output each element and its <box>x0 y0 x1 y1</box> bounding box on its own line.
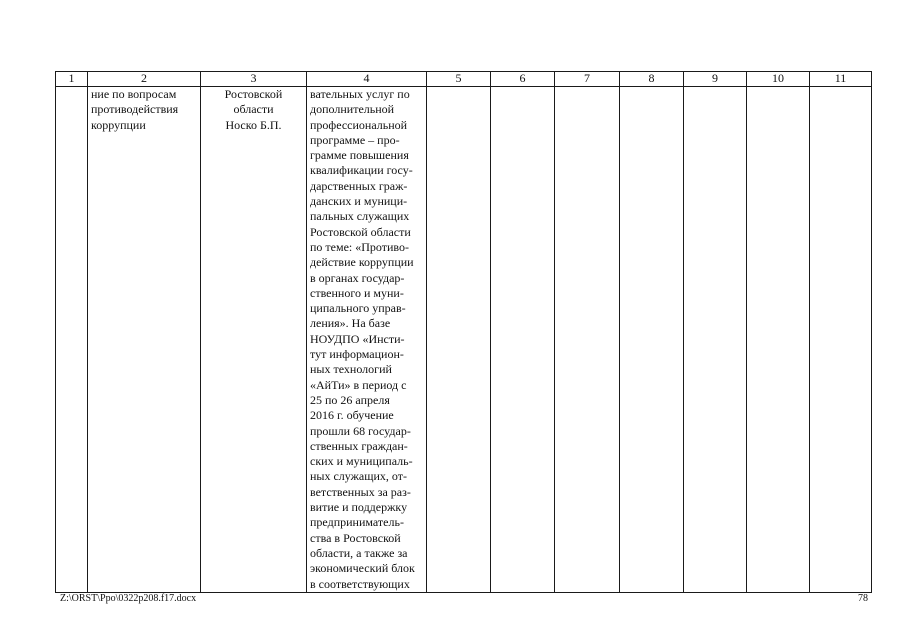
column-number: 7 <box>555 72 620 87</box>
cell-col11 <box>810 87 872 593</box>
cell-text-line: ственных граждан- <box>310 438 408 453</box>
cell-col6 <box>491 87 555 593</box>
cell-text-line: ных технологий <box>310 362 392 377</box>
cell-text-line: в органах государ- <box>310 270 405 285</box>
cell-text-line: Ростовской области <box>310 224 411 239</box>
cell-text-line: действие коррупции <box>310 255 414 270</box>
column-number: 6 <box>491 72 555 87</box>
cell-text-line: 25 по 26 апреля <box>310 392 390 407</box>
cell-text-line: данских и муници- <box>310 194 408 209</box>
cell-text-line: тут информацион- <box>310 347 404 362</box>
cell-text-line: ных служащих, от- <box>310 469 408 484</box>
cell-text-line: ние по вопросам <box>91 87 177 101</box>
cell-text-line: 2016 г. обучение <box>310 408 394 423</box>
column-number: 5 <box>427 72 491 87</box>
column-number: 11 <box>810 72 872 87</box>
cell-col1 <box>56 87 88 593</box>
cell-text-line: дополнительной <box>310 102 395 117</box>
cell-text-line: ских и муниципаль- <box>310 454 413 469</box>
cell-text-line: в соответствующих <box>310 576 410 591</box>
cell-text-line: пальных служащих <box>310 209 410 224</box>
column-number: 8 <box>620 72 684 87</box>
cell-col3 <box>201 87 307 593</box>
cell-text-line: экономический блок <box>310 561 415 576</box>
cell-text-line: коррупции <box>91 117 146 132</box>
cell-col5 <box>427 87 491 593</box>
cell-text-line: прошли 68 государ- <box>310 423 411 438</box>
cell-text-line: программе – про- <box>310 132 400 147</box>
column-number: 3 <box>201 72 307 87</box>
cell-text-line: квалификации госу- <box>310 163 413 178</box>
cell-col9 <box>684 87 747 593</box>
cell-text-line: ства в Ростовской <box>310 530 401 545</box>
footer-file-path: Z:\ORST\Ppo\0322p208.f17.docx <box>60 593 197 604</box>
cell-col10 <box>747 87 810 593</box>
cell-text-line: грамме повышения <box>310 148 409 163</box>
cell-text-line: дарственных граж- <box>310 178 408 193</box>
cell-text-line: ципального управ- <box>310 301 406 316</box>
column-number: 9 <box>684 72 747 87</box>
cell-text-line: Носко Б.П. <box>225 117 282 132</box>
column-number-row <box>56 72 872 87</box>
cell-text-line: профессиональной <box>310 117 408 132</box>
cell-col8 <box>620 87 684 593</box>
cell-col4 <box>307 87 427 593</box>
cell-text-line: витие и поддержку <box>310 500 408 515</box>
cell-text-line: противодействия <box>91 102 179 117</box>
cell-text-line: вательных услуг по <box>310 87 410 101</box>
column-number: 2 <box>88 72 201 87</box>
column-number: 1 <box>56 72 88 87</box>
cell-text-line: ветственных за раз- <box>310 484 411 499</box>
cell-text-line: ления». На базе <box>310 316 391 331</box>
cell-text-line: предприниматель- <box>310 515 404 530</box>
cell-text-line: Ростовской <box>224 87 283 101</box>
cell-text-line: НОУДПО «Инсти- <box>310 331 405 346</box>
cell-col2 <box>88 87 201 593</box>
cell-text-line: области, а также за <box>310 545 408 560</box>
cell-text-line: ственного и муни- <box>310 285 404 300</box>
cell-text-line: области <box>233 102 274 117</box>
cell-text-line: «АйТи» в период с <box>310 377 407 392</box>
page-number: 78 <box>858 593 868 604</box>
document-table <box>55 71 872 593</box>
cell-col7 <box>555 87 620 593</box>
column-number: 10 <box>747 72 810 87</box>
column-number: 4 <box>307 72 427 87</box>
cell-text-line: по теме: «Противо- <box>310 239 409 254</box>
table-row <box>56 87 872 593</box>
